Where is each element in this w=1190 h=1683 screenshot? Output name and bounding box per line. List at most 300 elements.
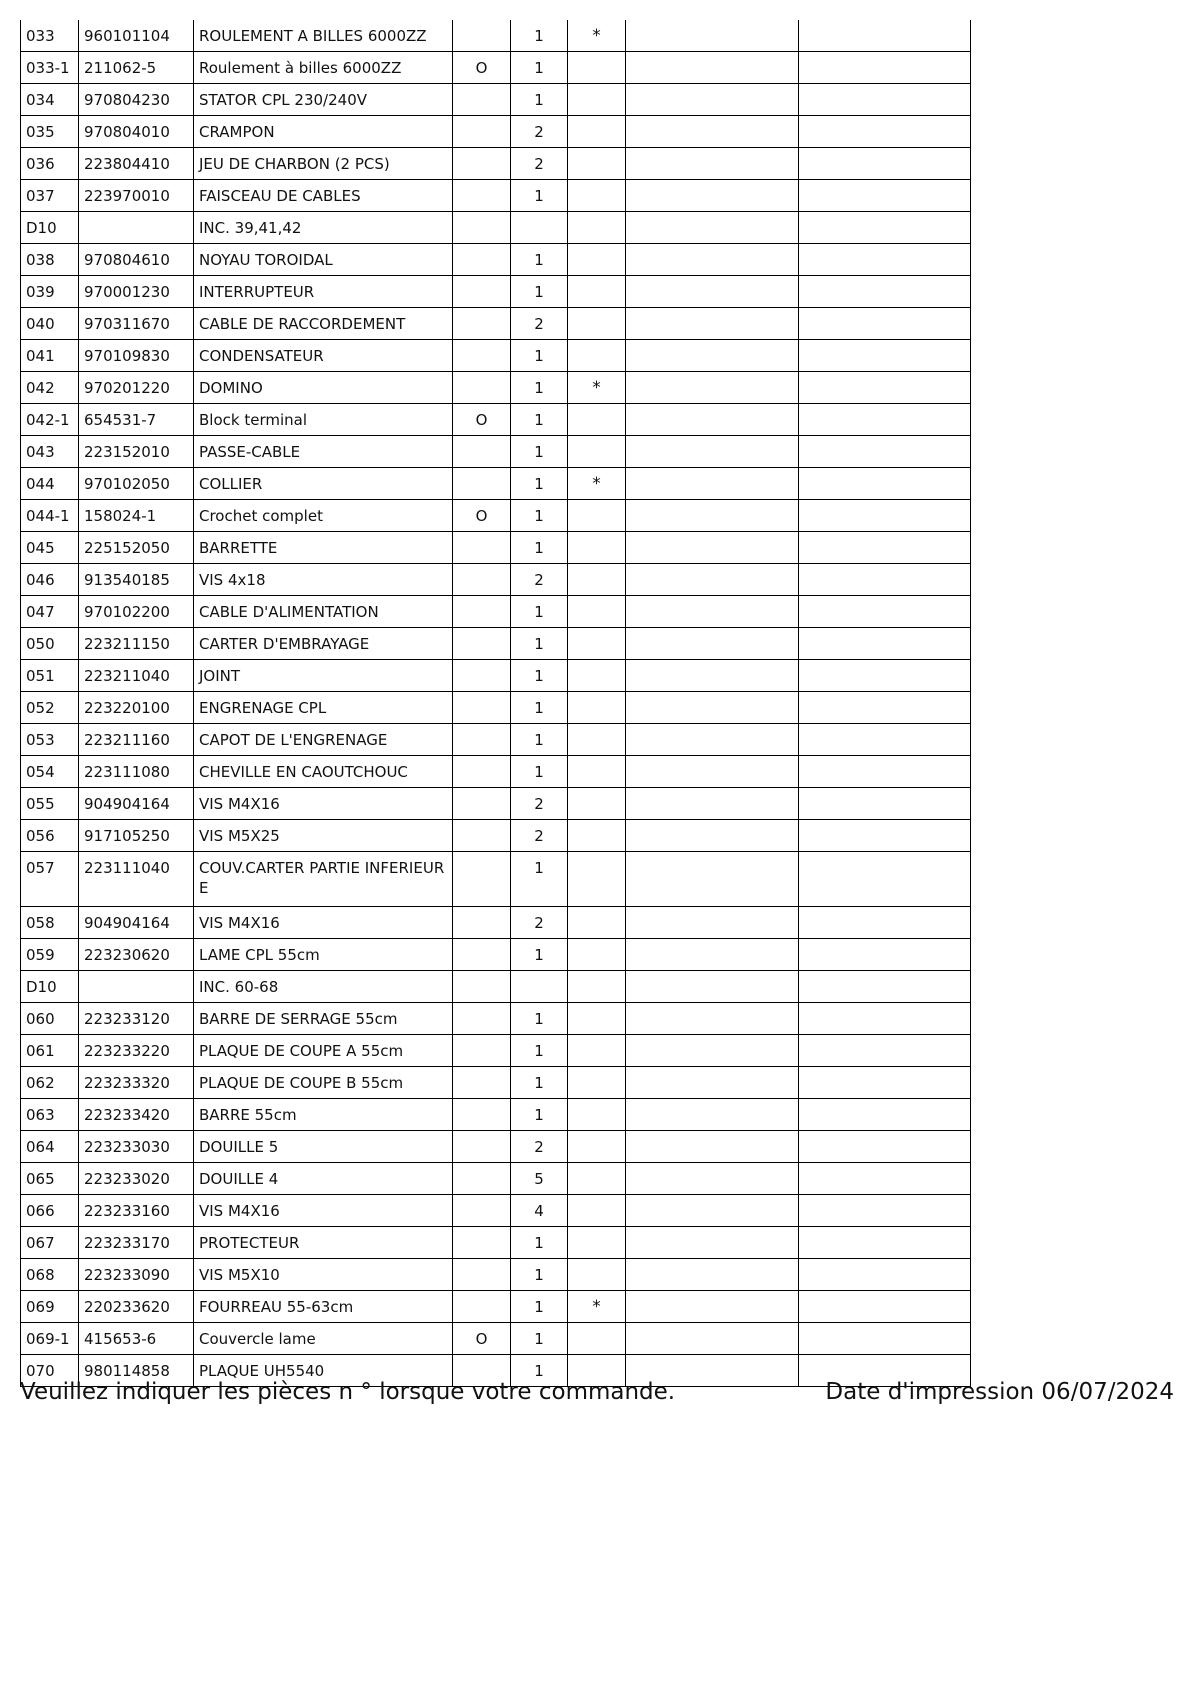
description-cell: Roulement à billes 6000ZZ	[194, 52, 453, 84]
quantity-cell	[511, 212, 568, 244]
ref-number-cell: 070	[21, 1355, 79, 1387]
blank-cell	[626, 180, 799, 212]
note-marker-cell	[568, 692, 626, 724]
blank-cell	[626, 500, 799, 532]
print-date-text: Date d'impression 06/07/2024	[825, 1379, 1174, 1405]
ref-number-cell: 046	[21, 564, 79, 596]
replacement-flag-cell	[453, 116, 511, 148]
part-number-cell: 904904164	[79, 907, 194, 939]
replacement-flag-cell: O	[453, 500, 511, 532]
ref-number-cell: 063	[21, 1099, 79, 1131]
ref-number-cell: 069	[21, 1291, 79, 1323]
replacement-flag-cell	[453, 180, 511, 212]
quantity-cell: 2	[511, 564, 568, 596]
ref-number-cell: 042	[21, 372, 79, 404]
ref-number-cell: 060	[21, 1003, 79, 1035]
table-row	[21, 1323, 971, 1355]
description-cell: VIS M5X10	[194, 1259, 453, 1291]
note-marker-cell	[568, 1227, 626, 1259]
note-marker-cell	[568, 404, 626, 436]
quantity-cell: 5	[511, 1163, 568, 1195]
part-number-cell	[79, 971, 194, 1003]
description-cell: FAISCEAU DE CABLES	[194, 180, 453, 212]
table-row	[21, 340, 971, 372]
table-row	[21, 308, 971, 340]
note-marker-cell	[568, 1035, 626, 1067]
ref-number-cell: 044-1	[21, 500, 79, 532]
parts-table	[20, 20, 971, 1387]
description-cell: ROULEMENT A BILLES 6000ZZ	[194, 20, 453, 52]
part-number-cell: 220233620	[79, 1291, 194, 1323]
replacement-flag-cell	[453, 1195, 511, 1227]
quantity-cell: 1	[511, 1035, 568, 1067]
blank-cell	[626, 1035, 799, 1067]
note-marker-cell	[568, 724, 626, 756]
blank-cell	[799, 1099, 971, 1131]
part-number-cell: 223111040	[79, 852, 194, 907]
blank-cell	[799, 340, 971, 372]
blank-cell	[626, 532, 799, 564]
replacement-flag-cell	[453, 660, 511, 692]
replacement-flag-cell	[453, 907, 511, 939]
blank-cell	[799, 276, 971, 308]
description-cell: Couvercle lame	[194, 1323, 453, 1355]
blank-cell	[626, 1131, 799, 1163]
blank-cell	[799, 148, 971, 180]
replacement-flag-cell	[453, 1227, 511, 1259]
blank-cell	[799, 788, 971, 820]
ref-number-cell: 040	[21, 308, 79, 340]
quantity-cell: 1	[511, 84, 568, 116]
quantity-cell: 2	[511, 788, 568, 820]
blank-cell	[799, 971, 971, 1003]
replacement-flag-cell: O	[453, 1323, 511, 1355]
blank-cell	[626, 628, 799, 660]
description-cell: PASSE-CABLE	[194, 436, 453, 468]
table-row	[21, 939, 971, 971]
note-marker-cell	[568, 1003, 626, 1035]
blank-cell	[799, 1195, 971, 1227]
quantity-cell: 1	[511, 276, 568, 308]
quantity-cell: 1	[511, 1259, 568, 1291]
replacement-flag-cell	[453, 148, 511, 180]
note-marker-cell: *	[568, 20, 626, 52]
note-marker-cell	[568, 212, 626, 244]
description-cell: VIS M4X16	[194, 907, 453, 939]
ref-number-cell: 033-1	[21, 52, 79, 84]
blank-cell	[626, 852, 799, 907]
table-row	[21, 212, 971, 244]
table-row	[21, 500, 971, 532]
blank-cell	[626, 52, 799, 84]
order-instruction-text: Veuillez indiquer les pièces n ° lorsque votre commande.	[20, 1379, 676, 1405]
blank-cell	[626, 468, 799, 500]
part-number-cell: 970001230	[79, 276, 194, 308]
description-cell: PLAQUE DE COUPE B 55cm	[194, 1067, 453, 1099]
table-row	[21, 756, 971, 788]
quantity-cell: 1	[511, 692, 568, 724]
replacement-flag-cell: O	[453, 404, 511, 436]
part-number-cell: 223233220	[79, 1035, 194, 1067]
note-marker-cell	[568, 852, 626, 907]
table-row	[21, 564, 971, 596]
ref-number-cell: 053	[21, 724, 79, 756]
ref-number-cell: 050	[21, 628, 79, 660]
table-row	[21, 84, 971, 116]
table-row	[21, 628, 971, 660]
replacement-flag-cell	[453, 756, 511, 788]
part-number-cell: 223233120	[79, 1003, 194, 1035]
table-row	[21, 596, 971, 628]
part-number-cell: 223233090	[79, 1259, 194, 1291]
part-number-cell: 223211040	[79, 660, 194, 692]
blank-cell	[626, 340, 799, 372]
blank-cell	[799, 724, 971, 756]
part-number-cell: 223233020	[79, 1163, 194, 1195]
ref-number-cell: 037	[21, 180, 79, 212]
replacement-flag-cell	[453, 564, 511, 596]
note-marker-cell	[568, 244, 626, 276]
quantity-cell: 1	[511, 724, 568, 756]
table-row	[21, 724, 971, 756]
part-number-cell: 415653-6	[79, 1323, 194, 1355]
blank-cell	[626, 1195, 799, 1227]
description-cell: VIS M5X25	[194, 820, 453, 852]
replacement-flag-cell	[453, 596, 511, 628]
table-row	[21, 52, 971, 84]
quantity-cell: 4	[511, 1195, 568, 1227]
replacement-flag-cell	[453, 1131, 511, 1163]
replacement-flag-cell	[453, 1163, 511, 1195]
table-row	[21, 820, 971, 852]
ref-number-cell: 067	[21, 1227, 79, 1259]
blank-cell	[626, 1291, 799, 1323]
note-marker-cell	[568, 660, 626, 692]
blank-cell	[799, 84, 971, 116]
table-row	[21, 404, 971, 436]
blank-cell	[799, 692, 971, 724]
blank-cell	[799, 939, 971, 971]
blank-cell	[626, 212, 799, 244]
part-number-cell: 970804610	[79, 244, 194, 276]
quantity-cell: 1	[511, 1323, 568, 1355]
description-cell: BARRE 55cm	[194, 1099, 453, 1131]
blank-cell	[626, 692, 799, 724]
note-marker-cell	[568, 500, 626, 532]
quantity-cell: 1	[511, 20, 568, 52]
note-marker-cell	[568, 971, 626, 1003]
blank-cell	[626, 276, 799, 308]
table-row	[21, 436, 971, 468]
quantity-cell: 1	[511, 1291, 568, 1323]
table-row	[21, 1099, 971, 1131]
table-row	[21, 1131, 971, 1163]
part-number-cell: 158024-1	[79, 500, 194, 532]
quantity-cell: 1	[511, 1099, 568, 1131]
part-number-cell: 223970010	[79, 180, 194, 212]
blank-cell	[799, 308, 971, 340]
description-cell: CAPOT DE L'ENGRENAGE	[194, 724, 453, 756]
replacement-flag-cell	[453, 971, 511, 1003]
blank-cell	[626, 596, 799, 628]
replacement-flag-cell	[453, 372, 511, 404]
blank-cell	[626, 1163, 799, 1195]
blank-cell	[626, 820, 799, 852]
part-number-cell	[79, 212, 194, 244]
blank-cell	[626, 1003, 799, 1035]
table-row	[21, 1067, 971, 1099]
note-marker-cell: *	[568, 468, 626, 500]
blank-cell	[799, 404, 971, 436]
description-cell: CHEVILLE EN CAOUTCHOUC	[194, 756, 453, 788]
description-cell: PROTECTEUR	[194, 1227, 453, 1259]
note-marker-cell	[568, 1163, 626, 1195]
quantity-cell: 1	[511, 1003, 568, 1035]
replacement-flag-cell	[453, 1067, 511, 1099]
blank-cell	[799, 564, 971, 596]
note-marker-cell	[568, 52, 626, 84]
description-cell: DOMINO	[194, 372, 453, 404]
quantity-cell: 1	[511, 756, 568, 788]
replacement-flag-cell	[453, 244, 511, 276]
blank-cell	[626, 788, 799, 820]
description-cell: VIS 4x18	[194, 564, 453, 596]
quantity-cell: 1	[511, 1227, 568, 1259]
description-cell: STATOR CPL 230/240V	[194, 84, 453, 116]
quantity-cell: 1	[511, 1355, 568, 1387]
part-number-cell: 980114858	[79, 1355, 194, 1387]
blank-cell	[799, 907, 971, 939]
blank-cell	[799, 1291, 971, 1323]
ref-number-cell: 044	[21, 468, 79, 500]
replacement-flag-cell	[453, 820, 511, 852]
note-marker-cell	[568, 308, 626, 340]
blank-cell	[799, 436, 971, 468]
blank-cell	[799, 756, 971, 788]
part-number-cell: 970201220	[79, 372, 194, 404]
part-number-cell: 970804010	[79, 116, 194, 148]
note-marker-cell	[568, 907, 626, 939]
description-cell: DOUILLE 4	[194, 1163, 453, 1195]
quantity-cell: 1	[511, 436, 568, 468]
blank-cell	[799, 1323, 971, 1355]
note-marker-cell	[568, 596, 626, 628]
part-number-cell: 904904164	[79, 788, 194, 820]
table-row	[21, 1003, 971, 1035]
ref-number-cell: 066	[21, 1195, 79, 1227]
quantity-cell: 1	[511, 244, 568, 276]
description-cell: Block terminal	[194, 404, 453, 436]
replacement-flag-cell	[453, 468, 511, 500]
blank-cell	[799, 52, 971, 84]
table-row	[21, 1035, 971, 1067]
note-marker-cell	[568, 756, 626, 788]
quantity-cell: 1	[511, 660, 568, 692]
part-number-cell: 223230620	[79, 939, 194, 971]
blank-cell	[799, 1131, 971, 1163]
replacement-flag-cell	[453, 628, 511, 660]
table-row	[21, 20, 971, 52]
note-marker-cell	[568, 1131, 626, 1163]
blank-cell	[799, 660, 971, 692]
ref-number-cell: 062	[21, 1067, 79, 1099]
replacement-flag-cell	[453, 1035, 511, 1067]
blank-cell	[799, 1067, 971, 1099]
replacement-flag-cell	[453, 1099, 511, 1131]
ref-number-cell: 068	[21, 1259, 79, 1291]
table-row	[21, 276, 971, 308]
note-marker-cell	[568, 1067, 626, 1099]
blank-cell	[626, 660, 799, 692]
quantity-cell: 1	[511, 180, 568, 212]
table-row	[21, 244, 971, 276]
ref-number-cell: 055	[21, 788, 79, 820]
quantity-cell: 1	[511, 1067, 568, 1099]
quantity-cell: 1	[511, 404, 568, 436]
part-number-cell: 960101104	[79, 20, 194, 52]
note-marker-cell	[568, 84, 626, 116]
description-cell: CABLE DE RACCORDEMENT	[194, 308, 453, 340]
ref-number-cell: 069-1	[21, 1323, 79, 1355]
blank-cell	[626, 939, 799, 971]
note-marker-cell	[568, 564, 626, 596]
quantity-cell: 1	[511, 852, 568, 907]
replacement-flag-cell	[453, 1291, 511, 1323]
blank-cell	[799, 628, 971, 660]
part-number-cell: 223233420	[79, 1099, 194, 1131]
description-cell: ENGRENAGE CPL	[194, 692, 453, 724]
description-cell: DOUILLE 5	[194, 1131, 453, 1163]
blank-cell	[626, 971, 799, 1003]
blank-cell	[626, 308, 799, 340]
quantity-cell: 1	[511, 372, 568, 404]
table-row	[21, 372, 971, 404]
description-cell: JEU DE CHARBON (2 PCS)	[194, 148, 453, 180]
note-marker-cell	[568, 1323, 626, 1355]
note-marker-cell	[568, 180, 626, 212]
part-number-cell: 223233170	[79, 1227, 194, 1259]
part-number-cell: 223804410	[79, 148, 194, 180]
table-row	[21, 148, 971, 180]
quantity-cell: 1	[511, 468, 568, 500]
replacement-flag-cell	[453, 308, 511, 340]
ref-number-cell: 059	[21, 939, 79, 971]
blank-cell	[626, 907, 799, 939]
blank-cell	[799, 1227, 971, 1259]
description-cell: PLAQUE DE COUPE A 55cm	[194, 1035, 453, 1067]
ref-number-cell: 036	[21, 148, 79, 180]
ref-number-cell: 061	[21, 1035, 79, 1067]
quantity-cell: 1	[511, 939, 568, 971]
part-number-cell: 223233030	[79, 1131, 194, 1163]
ref-number-cell: 065	[21, 1163, 79, 1195]
replacement-flag-cell	[453, 852, 511, 907]
table-row	[21, 468, 971, 500]
quantity-cell: 2	[511, 820, 568, 852]
blank-cell	[626, 724, 799, 756]
part-number-cell: 913540185	[79, 564, 194, 596]
description-cell: INC. 39,41,42	[194, 212, 453, 244]
replacement-flag-cell	[453, 532, 511, 564]
note-marker-cell	[568, 1259, 626, 1291]
blank-cell	[626, 1067, 799, 1099]
note-marker-cell	[568, 148, 626, 180]
quantity-cell: 1	[511, 52, 568, 84]
quantity-cell: 2	[511, 907, 568, 939]
blank-cell	[799, 1259, 971, 1291]
table-row	[21, 907, 971, 939]
blank-cell	[626, 404, 799, 436]
description-cell: VIS M4X16	[194, 1195, 453, 1227]
description-cell: FOURREAU 55-63cm	[194, 1291, 453, 1323]
blank-cell	[799, 180, 971, 212]
blank-cell	[626, 84, 799, 116]
table-row	[21, 788, 971, 820]
ref-number-cell: 047	[21, 596, 79, 628]
description-cell: LAME CPL 55cm	[194, 939, 453, 971]
blank-cell	[626, 148, 799, 180]
ref-number-cell: 038	[21, 244, 79, 276]
quantity-cell: 2	[511, 1131, 568, 1163]
part-number-cell: 223233160	[79, 1195, 194, 1227]
replacement-flag-cell	[453, 84, 511, 116]
note-marker-cell	[568, 276, 626, 308]
replacement-flag-cell	[453, 436, 511, 468]
ref-number-cell: 054	[21, 756, 79, 788]
note-marker-cell	[568, 820, 626, 852]
parts-table-body	[21, 20, 971, 1387]
blank-cell	[799, 596, 971, 628]
ref-number-cell: 045	[21, 532, 79, 564]
description-cell: CRAMPON	[194, 116, 453, 148]
description-cell: INC. 60-68	[194, 971, 453, 1003]
replacement-flag-cell	[453, 20, 511, 52]
ref-number-cell: 051	[21, 660, 79, 692]
note-marker-cell: *	[568, 372, 626, 404]
part-number-cell: 223233320	[79, 1067, 194, 1099]
blank-cell	[799, 468, 971, 500]
part-number-cell: 970102050	[79, 468, 194, 500]
replacement-flag-cell	[453, 276, 511, 308]
table-row	[21, 660, 971, 692]
blank-cell	[799, 532, 971, 564]
blank-cell	[626, 1323, 799, 1355]
note-marker-cell	[568, 788, 626, 820]
replacement-flag-cell	[453, 212, 511, 244]
quantity-cell: 1	[511, 340, 568, 372]
ref-number-cell: 043	[21, 436, 79, 468]
blank-cell	[799, 852, 971, 907]
note-marker-cell	[568, 1195, 626, 1227]
table-row	[21, 1163, 971, 1195]
blank-cell	[626, 1099, 799, 1131]
table-row	[21, 1259, 971, 1291]
description-cell: COUV.CARTER PARTIE INFERIEURE	[194, 852, 453, 907]
quantity-cell: 1	[511, 596, 568, 628]
part-number-cell: 223211150	[79, 628, 194, 660]
quantity-cell: 1	[511, 500, 568, 532]
table-row	[21, 116, 971, 148]
blank-cell	[799, 1035, 971, 1067]
quantity-cell: 2	[511, 116, 568, 148]
note-marker-cell	[568, 116, 626, 148]
quantity-cell: 1	[511, 628, 568, 660]
table-row	[21, 180, 971, 212]
table-row	[21, 692, 971, 724]
blank-cell	[626, 436, 799, 468]
blank-cell	[626, 244, 799, 276]
part-number-cell: 225152050	[79, 532, 194, 564]
